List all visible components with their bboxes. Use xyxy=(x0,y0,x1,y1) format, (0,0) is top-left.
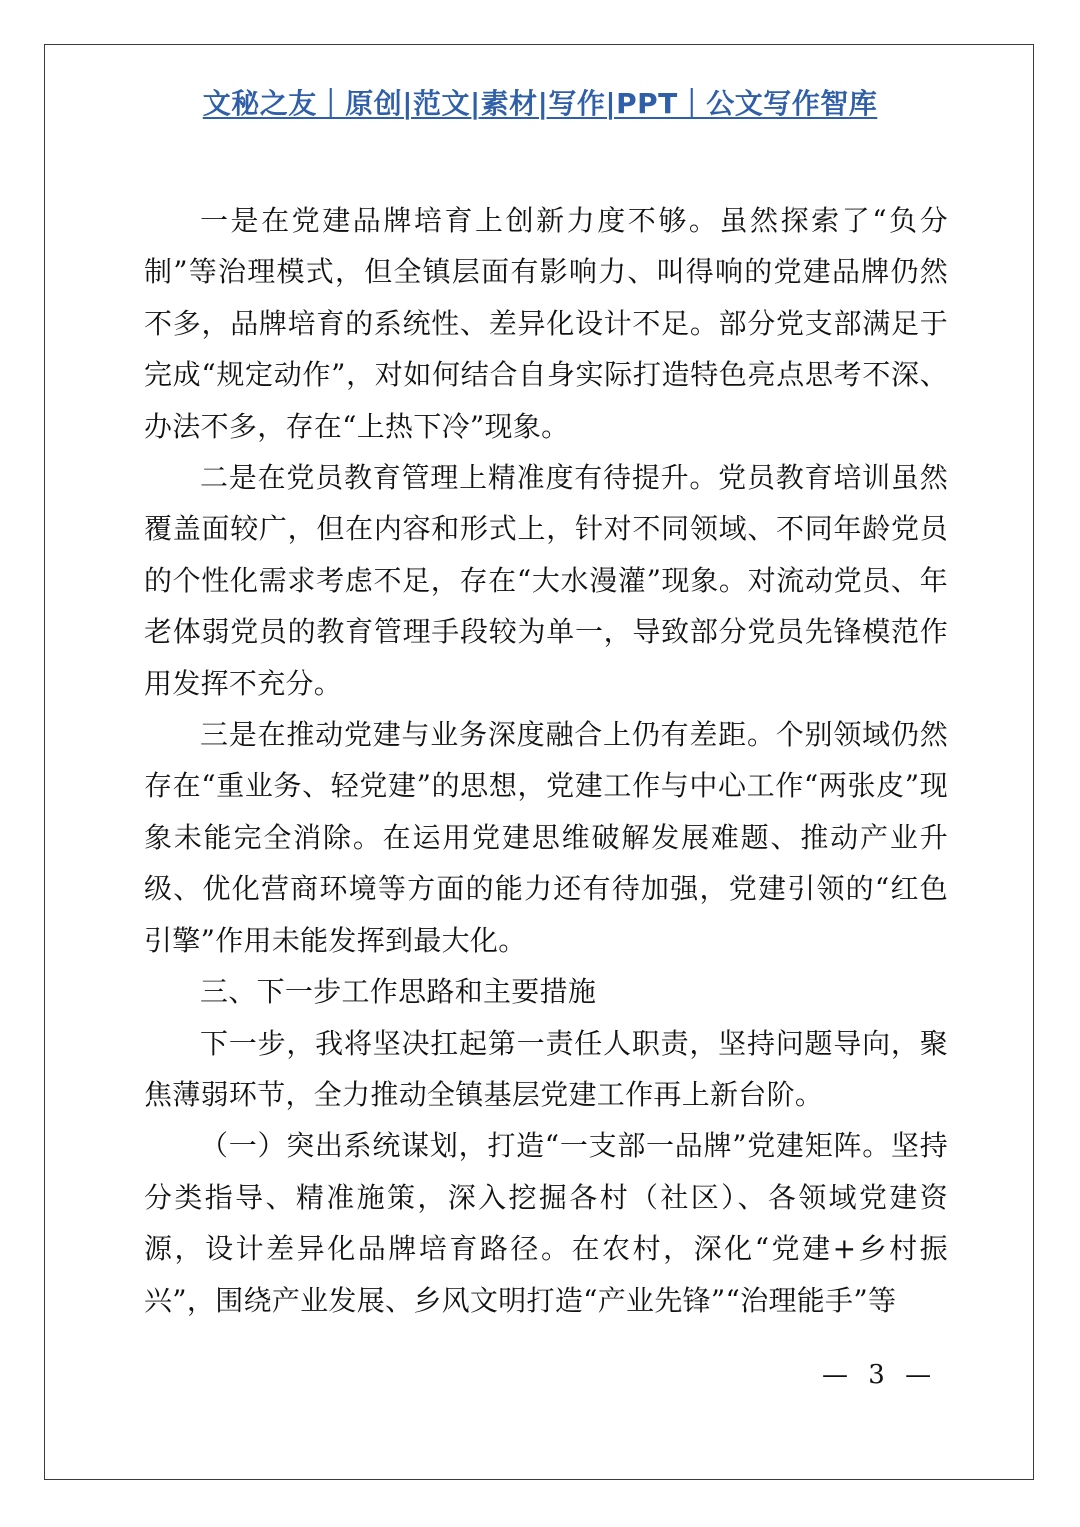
paragraph-measure-one: （一）突出系统谋划，打造“一支部一品牌”党建矩阵。坚持分类指导、精准施策，深入挖掘各村（社区）、各领域党建资源，设计差异化品牌培育路径。在农村，深化“党建+乡村振兴”，围绕产业发展、乡风文明打造“产业先锋”“治理能手”等 xyxy=(144,1129,948,1317)
document-body xyxy=(144,195,948,1326)
section-heading: 三、下一步工作思路和主要措施 xyxy=(200,975,597,1009)
page-number: — 3 — xyxy=(822,1360,938,1390)
paragraph-issue-brand: 一是在党建品牌培育上创新力度不够。虽然探索了“负分制”等治理模式，但全镇层面有影响力、叫得响的党建品牌仍然不多，品牌培育的系统性、差异化设计不足。部分党支部满足于完成“规定动作”，对如何结合自身实际打造特色亮点思考不深、办法不多，存在“上热下冷”现象。 xyxy=(144,204,948,443)
header-title: 文秘之友｜原创|范文|素材|写作|PPT｜公文写作智库 xyxy=(202,87,878,120)
paragraph-issue-education: 二是在党员教育管理上精准度有待提升。党员教育培训虽然覆盖面较广，但在内容和形式上，针对不同领域、不同年龄党员的个性化需求考虑不足，存在“大水漫灌”现象。对流动党员、年老体弱党员的教育管理手段较为单一，导致部分党员先锋模范作用发挥不充分。 xyxy=(144,461,948,700)
paragraph-issue-integration: 三是在推动党建与业务深度融合上仍有差距。个别领域仍然存在“重业务、轻党建”的思想，党建工作与中心工作“两张皮”现象未能完全消除。在运用党建思维破解发展难题、推动产业升级、优化营商环境等方面的能力还有待加强，党建引领的“红色引擎”作用未能发挥到最大化。 xyxy=(144,718,948,957)
paragraph-next-steps: 下一步，我将坚决扛起第一责任人职责，坚持问题导向，聚焦薄弱环节，全力推动全镇基层党建工作再上新台阶。 xyxy=(144,1026,948,1111)
